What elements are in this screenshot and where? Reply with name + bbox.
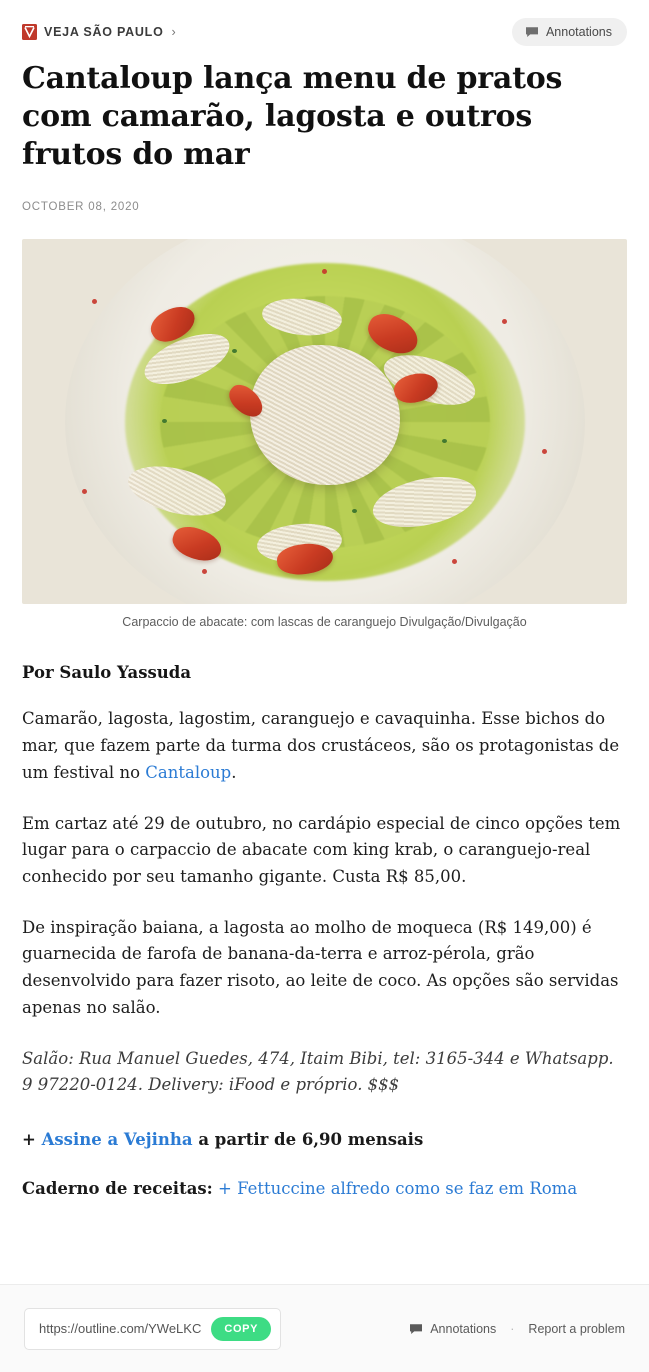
share-url-text: https://outline.com/YWeLKC <box>39 1321 202 1336</box>
footer-annotations-label: Annotations <box>430 1321 497 1336</box>
figure-caption: Carpaccio de abacate: com lascas de caranguejo Divulgação/Divulgação <box>122 615 527 630</box>
promo-plus: + <box>22 1130 42 1150</box>
top-bar <box>0 0 649 50</box>
paragraph-1 <box>22 706 627 786</box>
annotations-button[interactable] <box>512 18 627 46</box>
recipe-link[interactable]: + Fettuccine alfredo como se faz em Roma <box>212 1179 578 1199</box>
byline: Por Saulo Yassuda <box>22 663 192 683</box>
recipes-label: Caderno de receitas: <box>22 1179 213 1199</box>
paragraph-3: De inspiração baiana, a lagosta ao molho de moqueca (R$ 149,00) é guarnecida de farofa de banana-da-terra e arroz-pérola, grão desenvolvido para fazer risoto, ao leite de coco. As opções são servidas apenas no salão. <box>22 917 619 1017</box>
chat-bubble-icon <box>409 1323 423 1335</box>
report-problem-link[interactable]: Report a problem <box>528 1321 625 1336</box>
promo-rest: a partir de 6,90 mensais <box>192 1130 424 1150</box>
cantaloup-link[interactable]: Cantaloup <box>145 762 232 782</box>
footer-annotations-button[interactable] <box>409 1322 496 1336</box>
subscribe-link[interactable]: Assine a Vejinha <box>41 1130 193 1150</box>
hero-image <box>22 239 627 604</box>
chat-bubble-icon <box>525 26 539 38</box>
subscription-promo <box>22 1127 627 1153</box>
hero-figure <box>0 239 649 629</box>
footer-actions <box>409 1322 625 1336</box>
paragraph-address: Salão: Rua Manuel Guedes, 474, Itaim Bibi, tel: 3165-344 e Whatsapp. 9 97220-0124. Delivery: iFood e próprio. $$$ <box>22 1048 614 1095</box>
article-header <box>0 60 649 213</box>
share-url-box[interactable] <box>24 1308 281 1350</box>
paragraph-2: Em cartaz até 29 de outubro, no cardápio especial de cinco opções tem lugar para o carpaccio de abacate com king krab, o caranguejo-real conhecido por seu tamanho gigante. Custa R$ 85,00. <box>22 813 621 886</box>
veja-sp-logo-icon <box>22 24 37 40</box>
recipes-line <box>22 1179 627 1198</box>
publish-date: OCTOBER 08, 2020 <box>22 201 140 214</box>
article-body <box>0 663 649 1198</box>
footer-separator: · <box>510 1321 515 1336</box>
paragraph-1-text-before: Camarão, lagosta, lagostim, caranguejo e cavaquinha. Esse bichos do mar, que fazem parte da turma dos crustáceos, são os protagonistas de um festival no <box>22 709 620 782</box>
footer-bar <box>0 1284 649 1372</box>
source-breadcrumb[interactable] <box>22 24 176 40</box>
source-name: VEJA SÃO PAULO <box>44 25 164 39</box>
paragraph-1-text-after: . <box>231 762 237 782</box>
copy-button[interactable]: COPY <box>211 1317 271 1341</box>
chevron-right-icon: › <box>171 25 176 39</box>
page-title: Cantaloup lança menu de pratos com camarão, lagosta e outros frutos do mar <box>22 61 563 172</box>
annotations-button-label: Annotations <box>545 25 612 39</box>
